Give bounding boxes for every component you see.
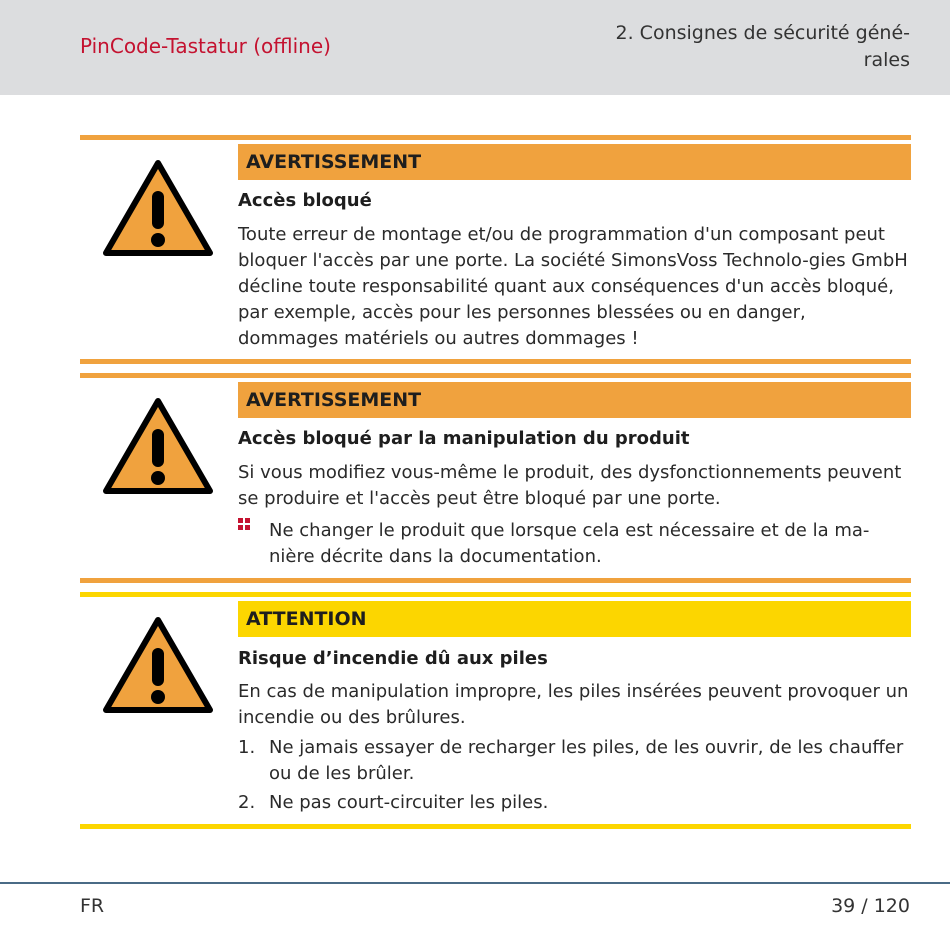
warning-subtitle: Accès bloqué [238, 190, 372, 211]
warning-triangle-icon [102, 616, 214, 714]
warning-block-1 [80, 135, 911, 365]
step-text: Ne jamais essayer de recharger les piles, de les ouvrir, de les chauffer ou de les brûler. [269, 737, 904, 784]
bottom-rule [80, 359, 911, 364]
attention-banner: ATTENTION [238, 601, 911, 637]
document-title: PinCode-Tastatur (offline) [80, 34, 331, 58]
attention-block [80, 592, 911, 832]
step-text: Ne pas court-circuiter les piles. [269, 792, 549, 813]
top-rule [80, 135, 911, 140]
step-number: 1. [238, 737, 256, 758]
section-title [580, 20, 910, 74]
page-number: 39 / 120 [831, 895, 910, 917]
bottom-rule [80, 578, 911, 583]
bullet-square-icon [238, 518, 260, 530]
bullet-text: Ne changer le produit que lorsque cela est nécessaire et de la ma-nière décrite dans la documentation. [269, 520, 870, 567]
numbered-item [238, 735, 911, 787]
footer-language: FR [80, 895, 105, 917]
attention-paragraph: En cas de manipulation impropre, les piles insérées peuvent provoquer un incendie ou des brûlures. [238, 681, 909, 728]
bottom-rule [80, 824, 911, 829]
top-rule [80, 373, 911, 378]
section-title-line1: 2. Consignes de sécurité géné- [615, 22, 910, 44]
numbered-item [238, 790, 911, 816]
warning-paragraph: Toute erreur de montage et/ou de programmation d'un composant peut bloquer l'accès par une porte. La société SimonsVoss Technolo-gies GmbH décline toute responsabilité quant aux conséquences d'un accès bloqué, par exemple, accès pour les personnes blessées ou en danger, dommages matériels ou autres dommages ! [238, 224, 908, 349]
warning-triangle-icon [102, 159, 214, 257]
top-rule [80, 592, 911, 597]
section-title-line2: rales [863, 49, 910, 71]
page-header [0, 0, 950, 95]
warning-triangle-icon [102, 397, 214, 495]
warning-subtitle: Accès bloqué par la manipulation du produit [238, 428, 690, 449]
attention-subtitle: Risque d’incendie dû aux piles [238, 648, 548, 669]
warning-banner: AVERTISSEMENT [238, 144, 911, 180]
footer-divider [0, 882, 950, 884]
bullet-item [238, 518, 911, 570]
warning-banner: AVERTISSEMENT [238, 382, 911, 418]
warning-paragraph: Si vous modifiez vous-même le produit, des dysfonctionnements peuvent se produire et l'accès peut être bloqué par une porte. [238, 462, 902, 509]
warning-block-2 [80, 373, 911, 588]
step-number: 2. [238, 792, 256, 813]
